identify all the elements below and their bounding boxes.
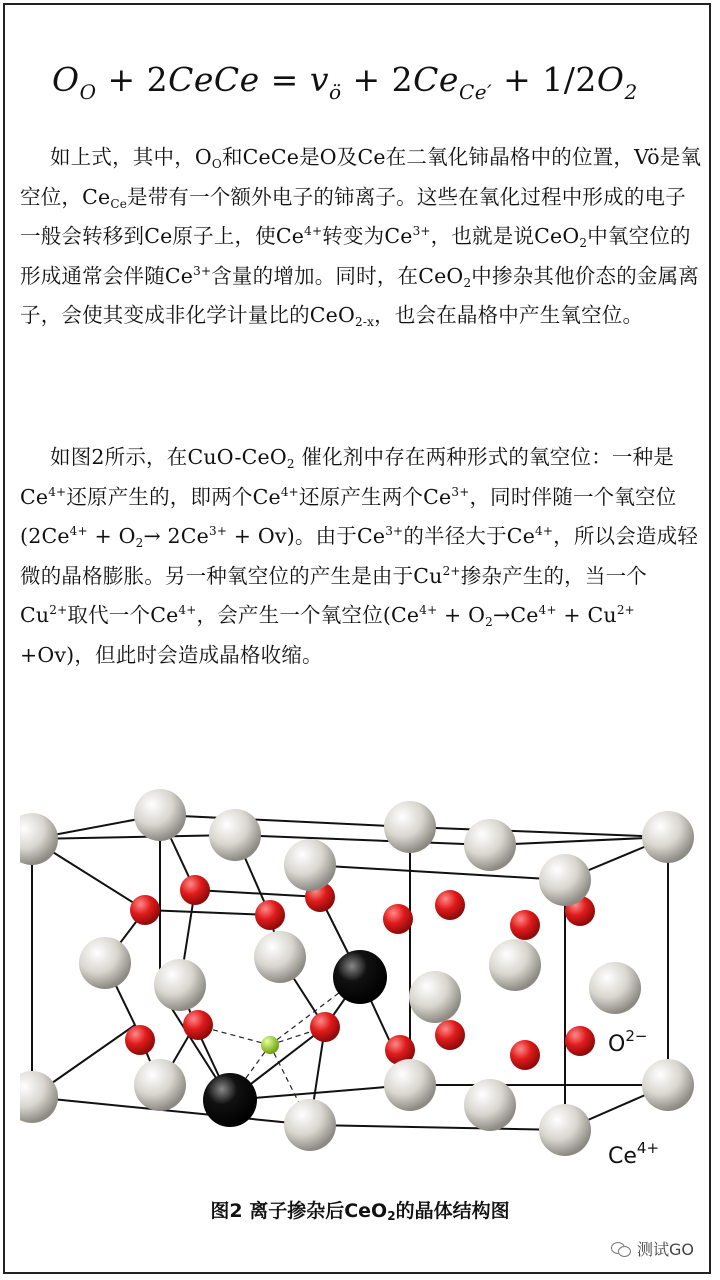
label-o2-ion: $O^{2-}$ [608, 1027, 648, 1057]
equation: $O_O$ + 2CeCe = $v_ö + 2Ce_{Ce'} + 1/2O_2$ [52, 60, 638, 104]
source-watermark: 测试GO [611, 1237, 694, 1260]
paragraph-1: 如上式，其中，$O_O$和CeCe是O及Ce在二氧化铈晶格中的位置，Vö是氧空位，$Ce_{Ce}$是带有一个额外电子的铈离子。这些在氧化过程中形成的电子一般会转移到Ce原子上，使$Ce^{4+}$转变为$Ce^{3+}$，也就是说CeO$_2$中氧空位的形成通常会伴随$Ce^{3+}$含量的增加。同时，在CeO$_2$中掺杂其他价态的金属离子，会使其变成非化学计量比的CeO$_{2-x}$，也会在晶格中产生氧空位。 [20, 145, 702, 329]
paragraph-2: 如图2所示，在CuO-CeO$_2$ 催化剂中存在两种形式的氧空位：一种是$Ce^{4+}$还原产生的，即两个$Ce^{4+}$还原产生两个$Ce^{3+}$，同时伴随一个氧空位$(2Ce^{4+} + O_2\to 2Ce^{3+} + Ov)$。由于$Ce^{3+}$的半径大于$Ce^{4+}$，所以会造成轻微的晶格膨胀。另一种氧空位的产生是由于$Cu^{2+}$掺杂产生的，当一个$Cu^{2+}$取代一个$Ce^{4+}$，会产生一个氧空位$(Ce^{4+} + O_2\to Ce^{4+} + Cu^{2+} +Ov)$，但此时会造成晶格收缩。 [20, 445, 699, 667]
crystal-structure-figure [20, 785, 702, 1175]
oxygen-vacancy [261, 1036, 279, 1054]
label-ce4-ion: $Ce^{4+}$ [608, 1139, 660, 1169]
wechat-icon [611, 1241, 631, 1257]
figure-caption: 图2 离子掺杂后CeO$_2$的晶体结构图 [210, 1200, 510, 1223]
